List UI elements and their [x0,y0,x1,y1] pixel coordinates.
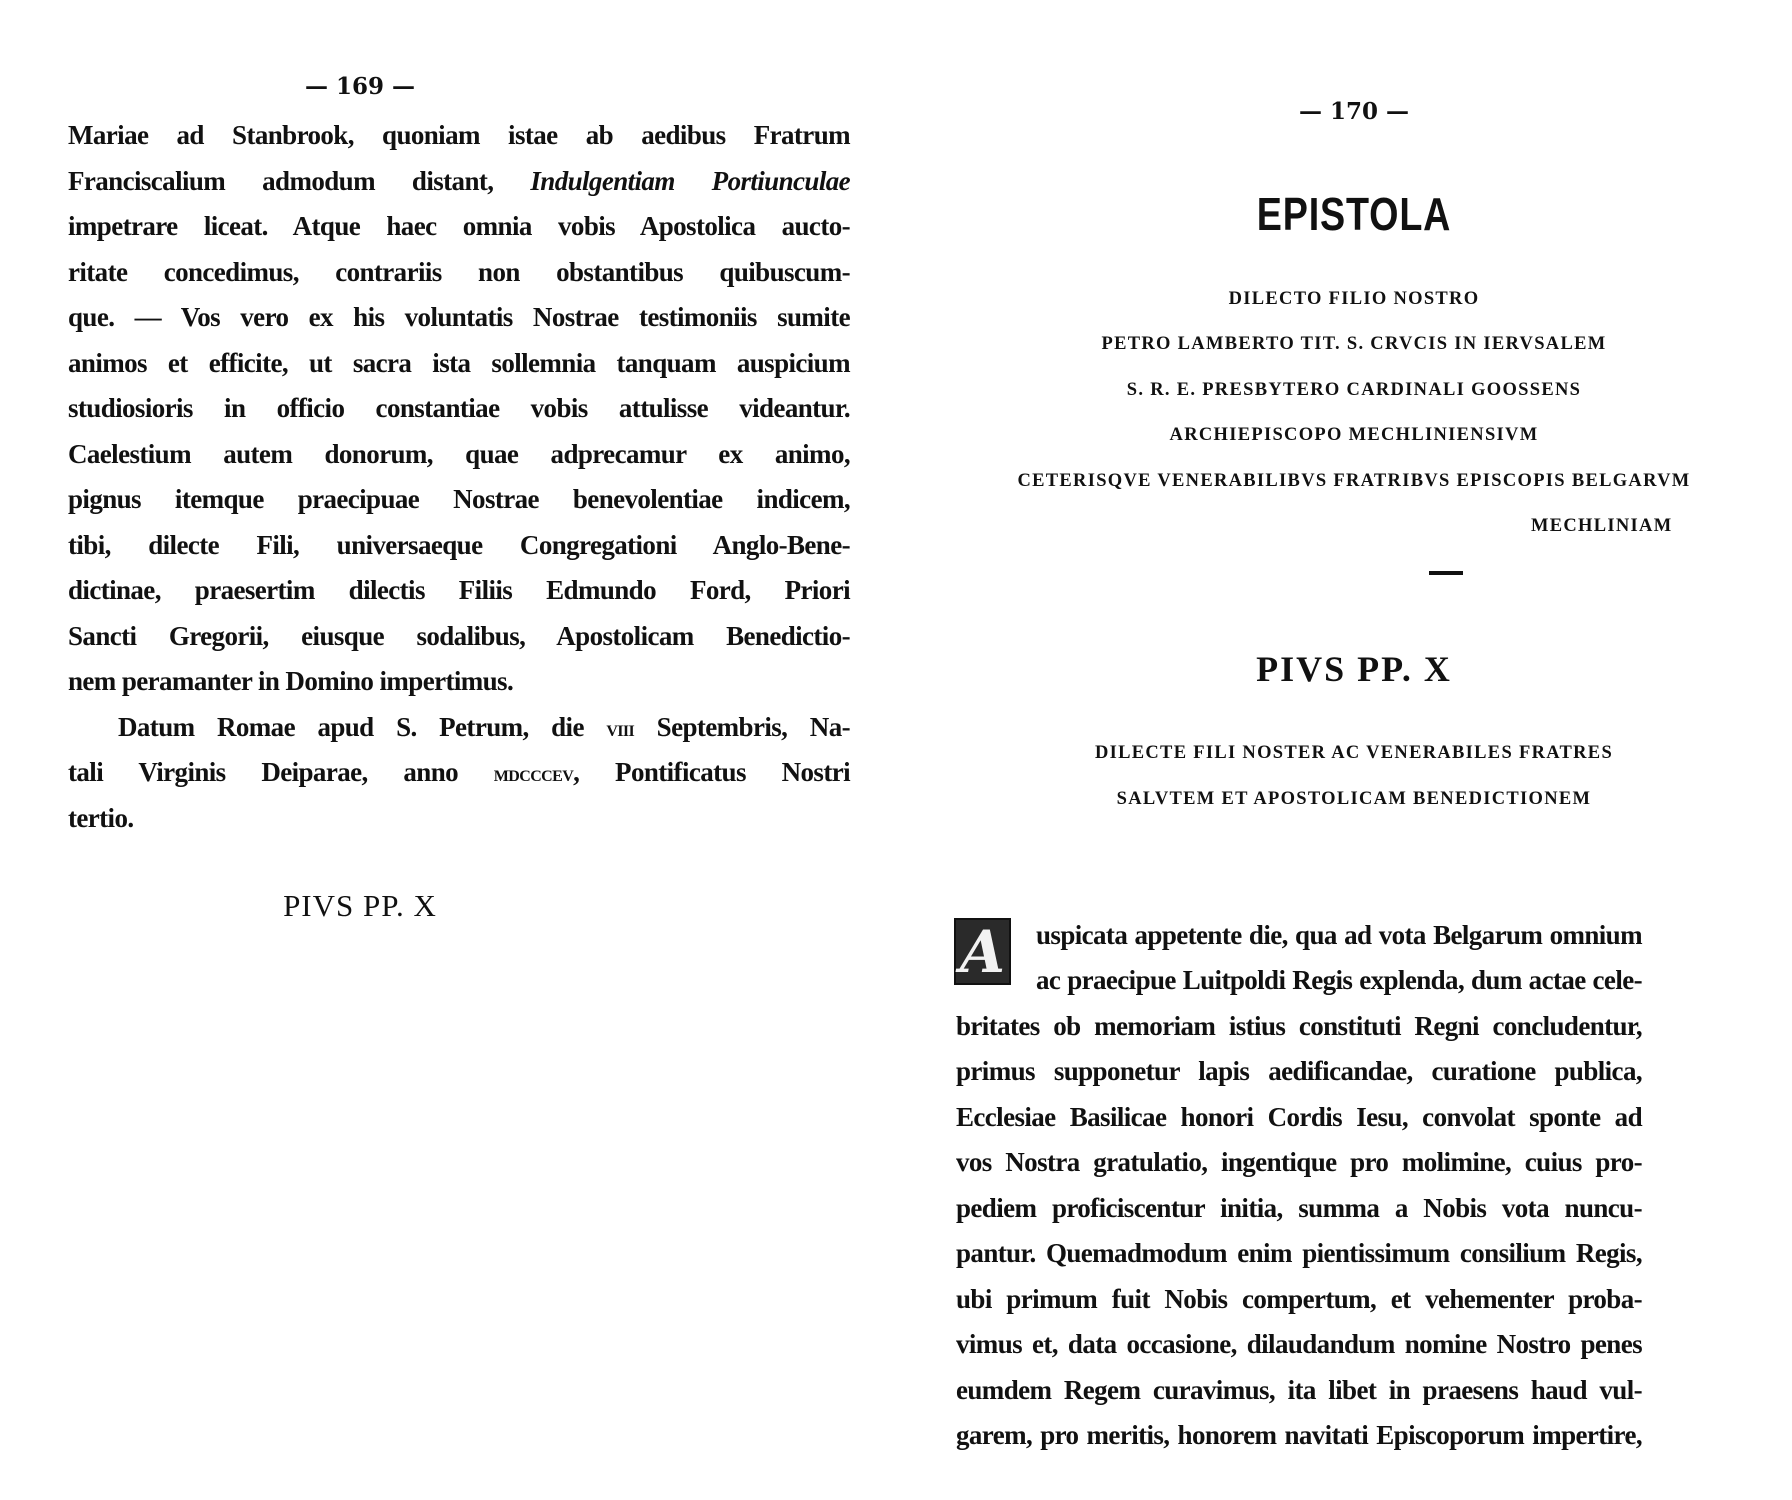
body-line-12: garem, pro meritis, honorem navitati Episcoporum impertire, [956,1420,1642,1450]
address-line-2: PETRO LAMBERTO TIT. S. CRVCIS IN IERVSALEM [1101,334,1607,354]
body-line-7: pediem proficiscentur initia, summa a Nobis vota nuncu- [956,1193,1642,1223]
body-line-9: ubi primum fuit Nobis compertum, et vehementer proba- [956,1284,1642,1314]
left-line-13: nem peramanter in Domino impertimus. [68,666,514,696]
body-line-8: pantur. Quemadmodum enim pientissimum consilium Regis, [956,1238,1642,1268]
body-line-2: ac praecipue Luitpoldi Regis explenda, dum actae cele- [1036,965,1642,995]
body-line-4: primus supponetur lapis aedificandae, curatione publica, [956,1056,1642,1086]
left-line-1: Mariae ad Stanbrook, quoniam istae ab aedibus Fratrum [68,120,850,150]
left-line-12: Sancti Gregorii, eiusque sodalibus, Apostolicam Benedictio- [68,621,850,651]
body-line-10: vimus et, data occasione, dilaudandum nomine Nostro penes [956,1329,1642,1359]
address-line-3: S. R. E. PRESBYTERO CARDINALI GOOSSENS [1126,380,1582,400]
left-line-10: tibi, dilecte Fili, universaeque Congregationi Anglo-Bene- [68,530,850,560]
epistola-title: EPISTOLA [1256,188,1452,240]
italic-phrase: Indulgentiam Portiunculae [530,166,850,196]
body-line-5: Ecclesiae Basilicae honori Cordis Iesu, convolat sponte ad [956,1102,1642,1132]
page-number-169: — 169 — [304,73,416,100]
datum-line-2: tali Virginis Deiparae, anno mdcccev, Pontificatus Nostri [68,757,850,787]
left-line-11: dictinae, praesertim dilectis Filiis Edmundo Ford, Priori [68,575,850,605]
section-divider [1429,571,1463,575]
left-line-5: que. — Vos vero ex his voluntatis Nostrae testimoniis sumite [68,302,850,332]
left-line-3: impetrare liceat. Atque haec omnia vobis Apostolica aucto- [68,211,850,241]
body-line-11: eumdem Regem curavimus, ita libet in praesens haud vul- [956,1375,1642,1405]
body-line-3: britates ob memoriam istius constituti Regni concludentur, [956,1011,1642,1041]
address-line-1: DILECTO FILIO NOSTRO [1228,289,1480,309]
left-line-4: ritate concedimus, contrariis non obstantibus quibuscum- [68,257,850,287]
right-page [896,0,1792,1500]
datum-line-3: tertio. [68,803,134,833]
left-line-6: animos et efficite, ut sacra ista sollemnia tanquam auspicium [68,348,850,378]
body-line-1: uspicata appetente die, qua ad vota Belgarum omnium [1036,920,1642,950]
address-line-4: ARCHIEPISCOPO MECHLINIENSIVM [1169,425,1539,445]
drop-cap: A [954,918,1011,985]
datum-line-1: Datum Romae apud S. Petrum, die viii Septembris, Na- [118,712,850,742]
left-line-8: Caelestium autem donorum, quae adprecamur ex animo, [68,439,850,469]
salutation-line-2: SALVTEM ET APOSTOLICAM BENEDICTIONEM [1116,789,1592,809]
page-number-170: — 170 — [1298,98,1410,125]
left-line-2: Franciscalium admodum distant, Indulgentiam Portiunculae [68,166,850,196]
left-line-9: pignus itemque praecipuae Nostrae benevolentiae indicem, [68,484,850,514]
salutation-line-1: DILECTE FILI NOSTER AC VENERABILES FRATRES [1094,743,1614,763]
address-line-6: MECHLINIAM [1531,516,1673,536]
left-line-7: studiosioris in officio constantiae vobis attulisse videantur. [68,393,850,423]
body-line-6: vos Nostra gratulatio, ingentique pro molimine, cuius pro- [956,1147,1642,1177]
right-heading: PIVS PP. X [1256,649,1452,689]
address-line-5: CETERISQVE VENERABILIBVS FRATRIBVS EPISCOPIS BELGARVM [1017,471,1691,491]
left-signature: PIVS PP. X [283,888,437,923]
